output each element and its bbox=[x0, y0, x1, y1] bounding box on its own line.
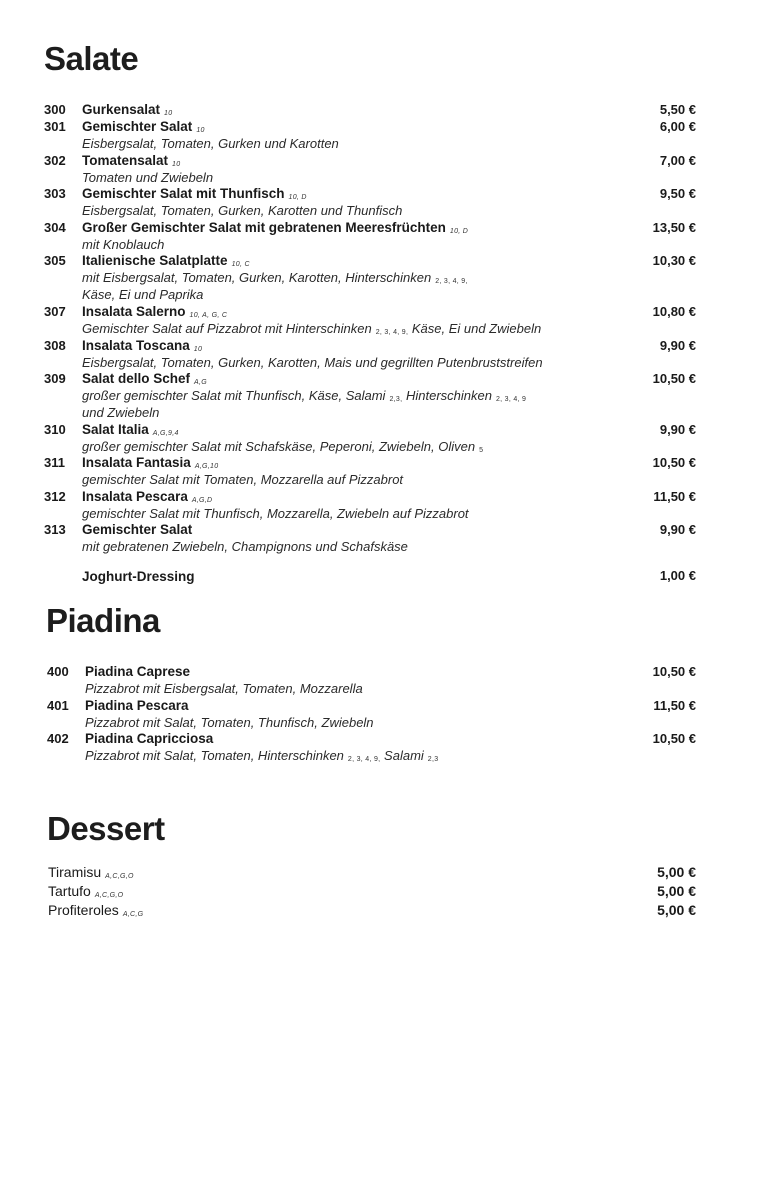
menu-item bbox=[0, 219, 766, 252]
item-name: Tartufo A,C,G,O bbox=[48, 883, 124, 899]
item-price: 7,00 € bbox=[659, 153, 696, 168]
menu-item bbox=[0, 521, 766, 555]
allergen-codes: 2, 3, 4, 9, bbox=[435, 278, 468, 285]
item-description: mit gebratenen Zwiebeln, Champignons und Schafskäse bbox=[82, 539, 408, 554]
item-description: Pizzabrot mit Salat, Tomaten, Thunfisch, Zwiebeln bbox=[85, 715, 374, 730]
menu-item bbox=[0, 118, 766, 152]
menu-item bbox=[0, 101, 766, 118]
menu-item bbox=[0, 454, 766, 488]
item-price: 9,90 € bbox=[659, 422, 696, 437]
item-price: 10,30 € bbox=[652, 253, 696, 268]
item-price: 10,50 € bbox=[652, 731, 696, 746]
item-price: 6,00 € bbox=[659, 119, 696, 134]
item-name: Profiteroles A,C,G bbox=[48, 902, 144, 918]
item-number: 309 bbox=[44, 371, 66, 386]
item-number: 304 bbox=[44, 220, 66, 235]
item-name: Piadina Caprese bbox=[85, 664, 191, 679]
item-description: Eisbergsalat, Tomaten, Gurken, Karotten und Thunfisch bbox=[82, 203, 403, 218]
menu-item bbox=[0, 370, 766, 421]
item-price: 11,50 € bbox=[653, 489, 696, 504]
dressing-price: 1,00 € bbox=[659, 568, 696, 583]
item-description: Gemischter Salat auf Pizzabrot mit Hinterschinken 2, 3, 4, 9, Käse, Ei und Zwiebeln bbox=[82, 321, 542, 336]
dessert-list bbox=[0, 863, 766, 920]
item-price: 10,50 € bbox=[652, 664, 696, 679]
item-price: 13,50 € bbox=[652, 220, 696, 235]
item-description-line2: und Zwiebeln bbox=[82, 405, 160, 420]
item-number: 308 bbox=[44, 338, 66, 353]
section-title-dessert: Dessert bbox=[47, 810, 165, 847]
menu-item bbox=[0, 185, 766, 219]
dressing-name: Joghurt-Dressing bbox=[82, 569, 195, 584]
menu-item bbox=[0, 303, 766, 337]
allergen-codes: 10, C bbox=[231, 261, 250, 268]
allergen-codes: A,G,9,4 bbox=[152, 430, 179, 437]
allergen-codes: 10 bbox=[172, 161, 181, 168]
allergen-codes: 5 bbox=[479, 447, 484, 454]
menu-item bbox=[0, 488, 766, 521]
item-number: 313 bbox=[44, 522, 66, 537]
item-description: gemischter Salat mit Thunfisch, Mozzarella, Zwiebeln auf Pizzabrot bbox=[82, 506, 469, 521]
item-number: 311 bbox=[44, 455, 65, 470]
item-description: mit Eisbergsalat, Tomaten, Gurken, Karotten, Hinterschinken 2, 3, 4, 9, bbox=[82, 270, 468, 285]
item-description: großer gemischter Salat mit Schafskäse, Peperoni, Zwiebeln, Oliven 5 bbox=[82, 439, 484, 454]
item-number: 312 bbox=[44, 489, 66, 504]
item-number: 302 bbox=[44, 153, 66, 168]
item-price: 10,50 € bbox=[652, 371, 696, 386]
menu-item bbox=[0, 337, 766, 370]
item-description: Pizzabrot mit Eisbergsalat, Tomaten, Mozzarella bbox=[85, 681, 363, 696]
item-number: 307 bbox=[44, 304, 66, 319]
item-name: Insalata Toscana 10 bbox=[82, 338, 203, 353]
item-name: Gurkensalat 10 bbox=[82, 102, 173, 117]
item-price: 10,50 € bbox=[652, 455, 696, 470]
menu-item bbox=[0, 697, 766, 730]
item-number: 310 bbox=[44, 422, 66, 437]
allergen-codes: 10, A, G, C bbox=[189, 312, 228, 319]
item-description: Eisbergsalat, Tomaten, Gurken, Karotten, Mais und gegrillten Putenbruststreifen bbox=[82, 355, 543, 370]
item-name: Salat dello Schef A,G bbox=[82, 371, 208, 386]
item-description: Pizzabrot mit Salat, Tomaten, Hinterschinken 2, 3, 4, 9, Salami 2,3 bbox=[85, 748, 439, 763]
allergen-codes: 2, 3, 4, 9, bbox=[347, 756, 381, 763]
salate-list bbox=[0, 101, 766, 555]
menu-item bbox=[0, 421, 766, 454]
allergen-codes: 10, D bbox=[449, 228, 469, 235]
item-description: gemischter Salat mit Tomaten, Mozzarella auf Pizzabrot bbox=[82, 472, 404, 487]
menu-item bbox=[0, 152, 766, 185]
allergen-codes: A,G bbox=[194, 379, 208, 386]
item-description: Eisbergsalat, Tomaten, Gurken und Karotten bbox=[82, 136, 339, 151]
item-number: 402 bbox=[47, 731, 69, 746]
menu-item bbox=[0, 901, 766, 920]
menu-item bbox=[0, 663, 766, 697]
allergen-codes: 2, 3, 4, 9, bbox=[375, 329, 409, 336]
menu-item bbox=[0, 882, 766, 901]
item-name: Piadina Pescara bbox=[85, 698, 189, 713]
item-name: Italienische Salatplatte 10, C bbox=[82, 253, 250, 268]
item-number: 400 bbox=[47, 664, 69, 679]
item-price: 9,50 € bbox=[659, 186, 696, 201]
piadina-list bbox=[0, 663, 766, 764]
allergen-codes: A,G,10 bbox=[194, 463, 219, 470]
item-number: 301 bbox=[44, 119, 66, 134]
allergen-codes: 10 bbox=[164, 110, 173, 117]
item-price: 5,00 € bbox=[657, 902, 696, 918]
item-description: großer gemischter Salat mit Thunfisch, Käse, Salami 2,3, Hinterschinken 2, 3, 4, 9 bbox=[82, 388, 527, 403]
item-description: mit Knoblauch bbox=[82, 237, 165, 252]
item-price: 9,90 € bbox=[659, 522, 696, 537]
item-name: Insalata Salerno 10, A, G, C bbox=[82, 304, 228, 319]
item-price: 9,90 € bbox=[659, 338, 696, 353]
menu-item bbox=[0, 863, 766, 882]
item-name: Gemischter Salat bbox=[82, 522, 193, 537]
item-name: Piadina Capricciosa bbox=[85, 731, 214, 746]
allergen-codes: A,C,G,O bbox=[94, 892, 124, 899]
item-price: 5,50 € bbox=[659, 102, 696, 117]
menu-item bbox=[0, 730, 766, 764]
allergen-codes: 10, D bbox=[288, 194, 307, 201]
item-price: 10,80 € bbox=[652, 304, 696, 319]
item-number: 300 bbox=[44, 102, 66, 117]
item-price: 11,50 € bbox=[653, 698, 696, 713]
item-name: Gemischter Salat 10 bbox=[82, 119, 205, 134]
item-description-line2: Käse, Ei und Paprika bbox=[82, 287, 204, 302]
section-title-salate: Salate bbox=[44, 40, 139, 77]
allergen-codes: 2, 3, 4, 9 bbox=[495, 396, 527, 403]
allergen-codes: 10 bbox=[193, 346, 203, 353]
menu-item bbox=[0, 252, 766, 303]
section-title-piadina: Piadina bbox=[46, 602, 160, 639]
item-price: 5,00 € bbox=[657, 864, 696, 880]
item-number: 401 bbox=[47, 698, 69, 713]
item-name: Tiramisu A,C,G,O bbox=[48, 864, 134, 880]
allergen-codes: 2,3 bbox=[427, 756, 439, 763]
item-name: Salat Italia A,G,9,4 bbox=[82, 422, 179, 437]
allergen-codes: 2,3, bbox=[389, 396, 403, 403]
allergen-codes: 10 bbox=[196, 127, 205, 134]
item-price: 5,00 € bbox=[657, 883, 696, 899]
allergen-codes: A,C,G bbox=[122, 911, 144, 918]
item-number: 303 bbox=[44, 186, 66, 201]
item-name: Gemischter Salat mit Thunfisch 10, D bbox=[82, 186, 307, 201]
item-description: Tomaten und Zwiebeln bbox=[82, 170, 214, 185]
item-name: Insalata Pescara A,G,D bbox=[82, 489, 213, 504]
item-name: Insalata Fantasia A,G,10 bbox=[82, 455, 219, 470]
item-number: 305 bbox=[44, 253, 66, 268]
item-name: Tomatensalat 10 bbox=[82, 153, 181, 168]
item-name: Großer Gemischter Salat mit gebratenen Meeresfrüchten 10, D bbox=[82, 220, 469, 235]
allergen-codes: A,C,G,O bbox=[105, 873, 134, 880]
allergen-codes: A,G,D bbox=[191, 497, 213, 504]
